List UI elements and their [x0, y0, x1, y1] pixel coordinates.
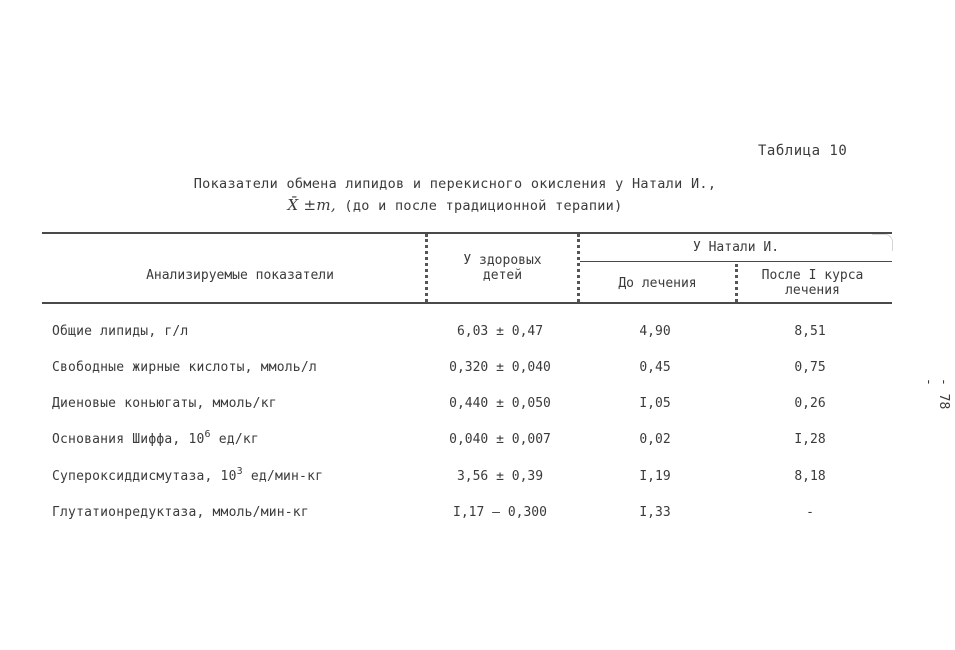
after-value: 8,51 [794, 324, 826, 339]
after-value: 8,18 [794, 469, 826, 484]
header-bottom-rule [42, 302, 892, 304]
before-value: I,33 [639, 505, 671, 520]
healthy-value: 6,03 ± 0,47 [456, 324, 544, 339]
before-value: I,19 [639, 469, 671, 484]
caption-rest: (до и после традиционной терапии) [335, 198, 623, 214]
row-label: Свободные жирные кислоты, ммоль/л [52, 360, 317, 375]
before-value: 0,02 [639, 432, 671, 447]
mean-symbol: X̄ ±m, [287, 196, 336, 214]
healthy-value: 0,440 ± 0,050 [449, 396, 551, 411]
column-divider [735, 264, 738, 302]
page-number: - 78 - [921, 378, 951, 410]
table-caption-line1: Показатели обмена липидов и перекисного окисления у Натали И., [193, 176, 717, 192]
patient-subheader-rule [580, 261, 892, 262]
after-value: I,28 [794, 432, 826, 447]
after-value: 0,26 [794, 396, 826, 411]
after-value: 0,75 [794, 360, 826, 375]
row-label: Супероксиддисмутаза, $10^3$ ед/мин-кг [52, 466, 324, 484]
healthy-value: 0,320 ± 0,040 [449, 360, 551, 375]
row-label: Основания Шиффа, $10^6$ ед/кг [52, 429, 259, 447]
row-label: Глутатионредуктаза, ммоль/мин-кг [52, 505, 309, 520]
header-before-treatment: До лечения [618, 276, 697, 291]
header-patient: У Натали И. [692, 240, 780, 255]
header-after-course: После I курса лечения [761, 268, 864, 298]
before-value: I,05 [639, 396, 671, 411]
header-healthy: У здоровых детей [463, 253, 542, 283]
before-value: 0,45 [639, 360, 671, 375]
healthy-value: I,17 – 0,300 [453, 505, 547, 520]
row-label: Общие липиды, г/л [52, 324, 189, 339]
healthy-value: 3,56 ± 0,39 [456, 469, 544, 484]
header-indicators: Анализируемые показатели [146, 268, 334, 283]
row-label: Диеновые коньюгаты, ммоль/кг [52, 396, 277, 411]
column-divider [425, 234, 428, 302]
table-top-rule [42, 232, 892, 234]
healthy-value: 0,040 ± 0,007 [449, 432, 551, 447]
before-value: 4,90 [639, 324, 671, 339]
after-value: - [806, 505, 814, 520]
table-caption-line2 [130, 196, 780, 214]
scan-smudge [872, 234, 893, 251]
table-number-label: Таблица 10 [758, 143, 848, 159]
